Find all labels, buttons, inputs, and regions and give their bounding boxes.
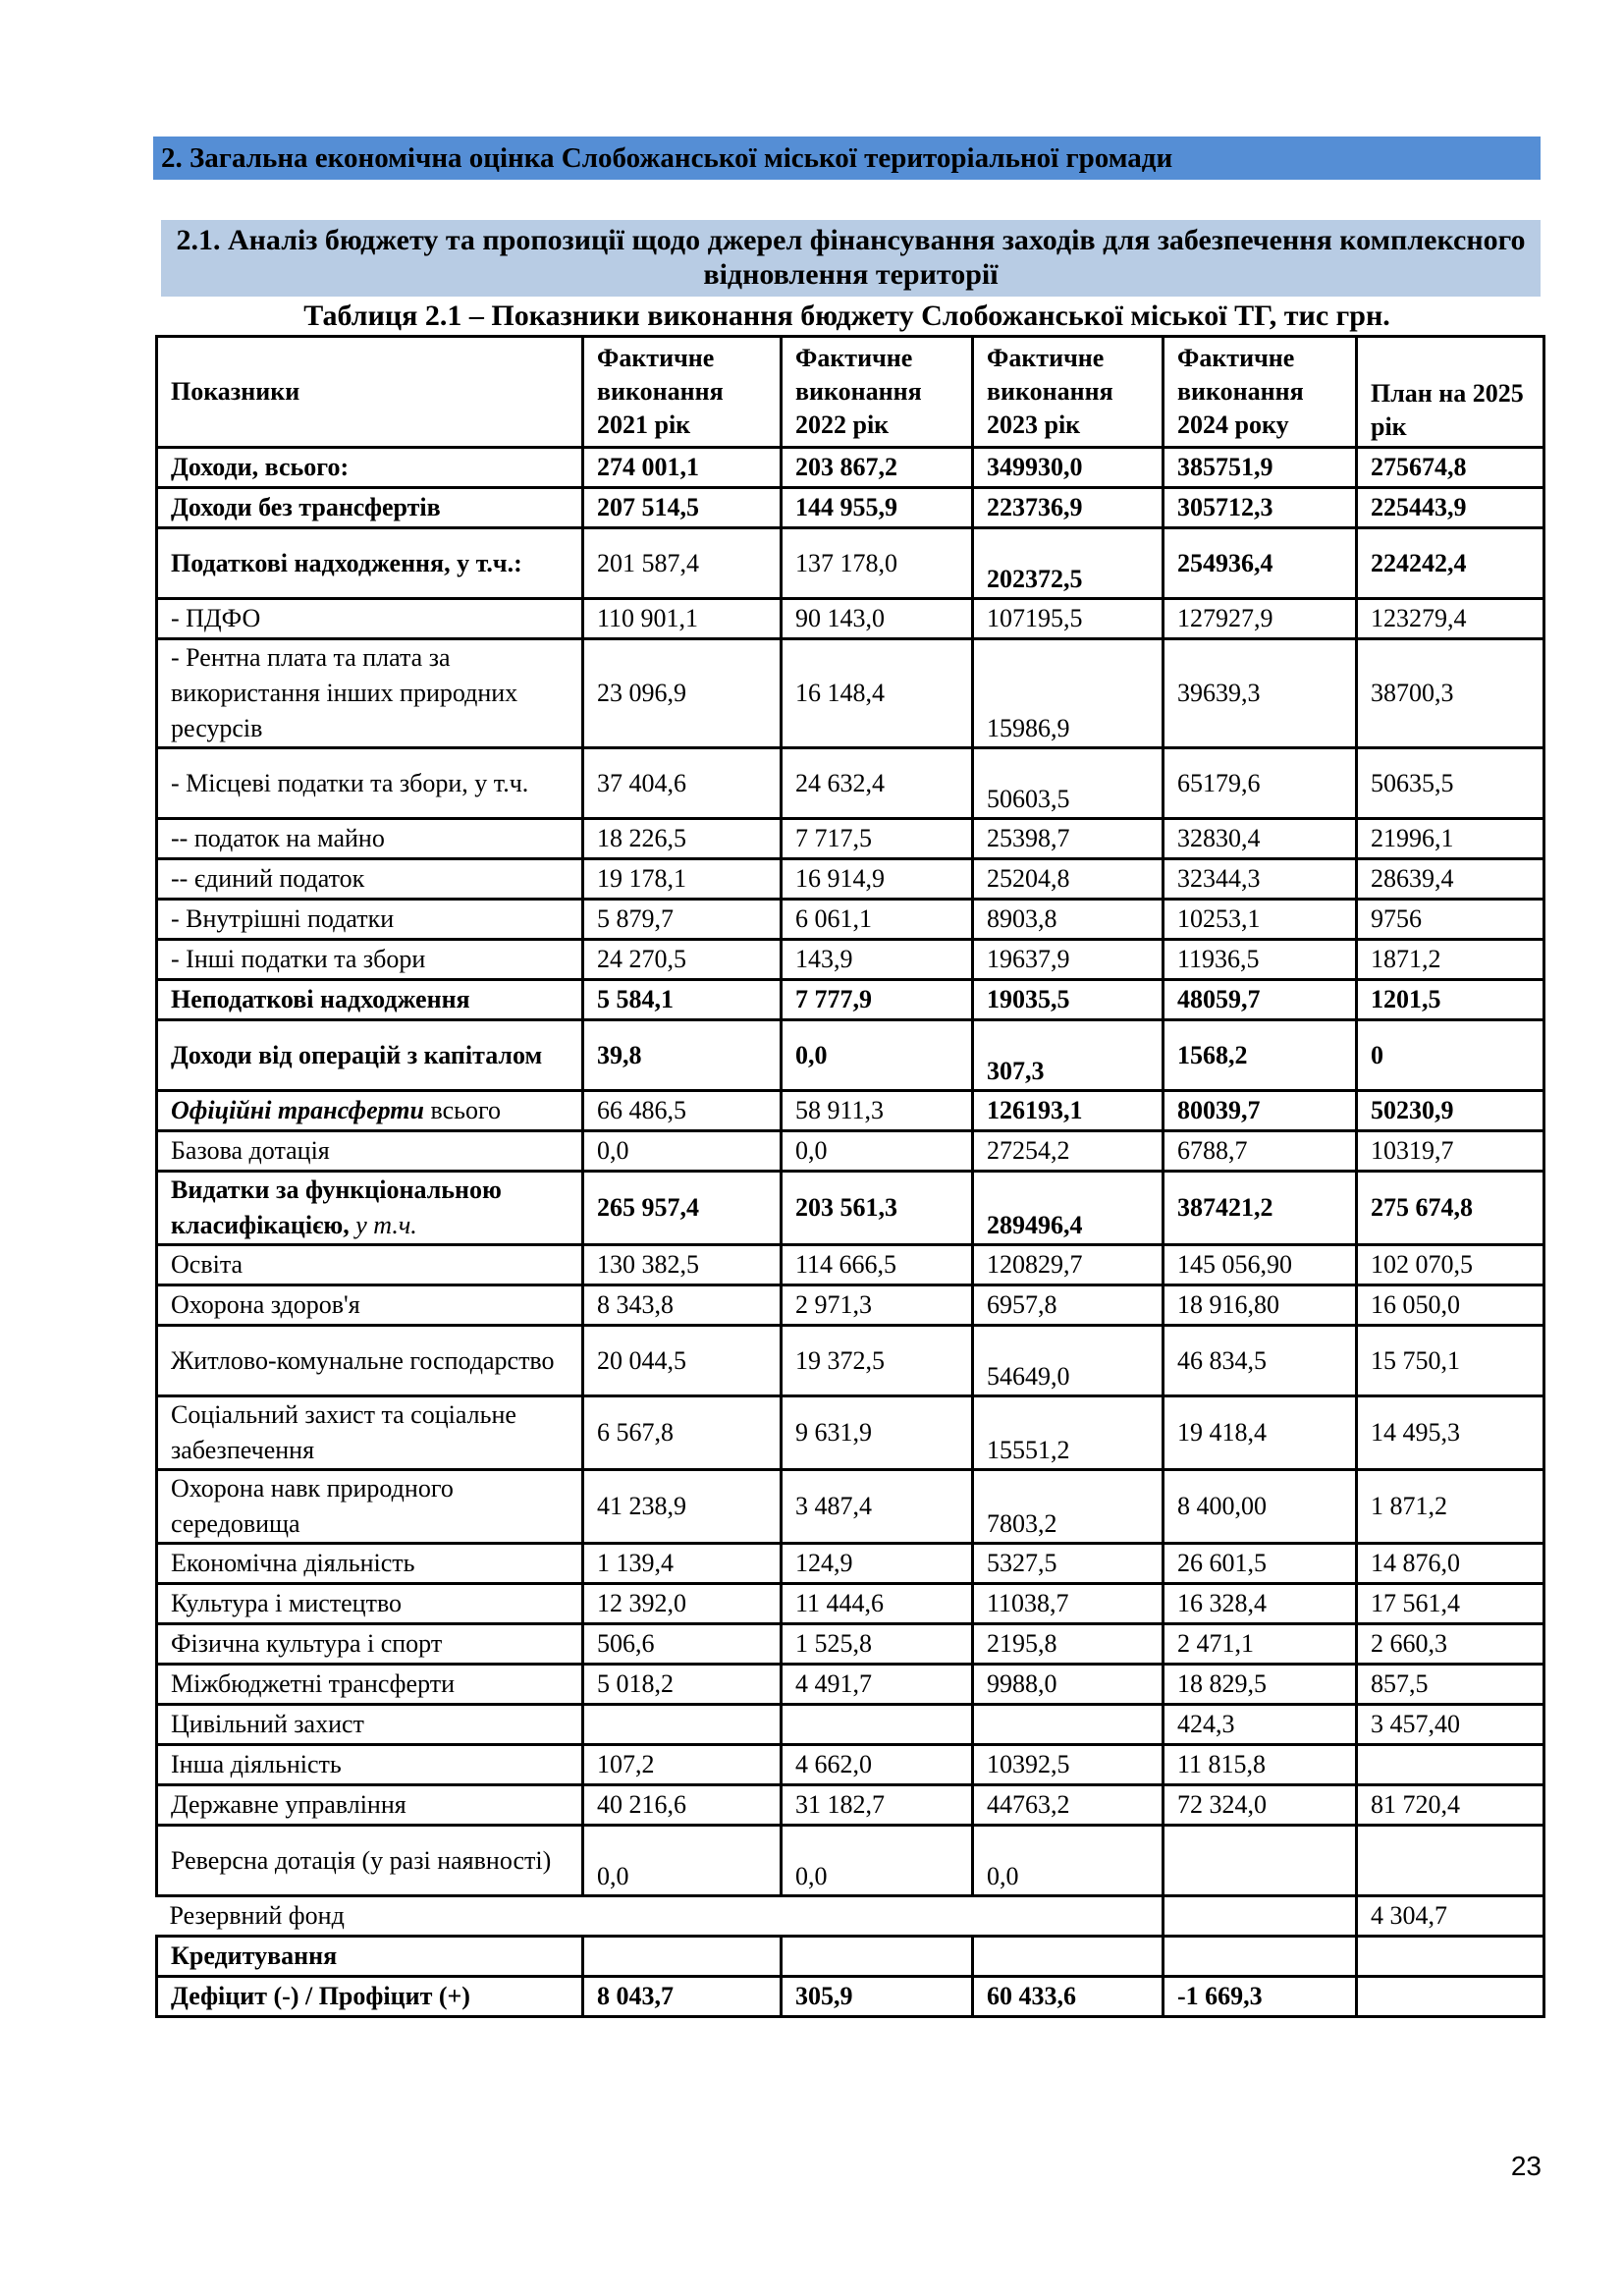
row-value: 18 226,5: [583, 819, 782, 859]
row-value: 16 050,0: [1357, 1285, 1544, 1326]
row-value: 120829,7: [973, 1245, 1164, 1285]
row-value: [1357, 1826, 1544, 1896]
table-row: [157, 1584, 1544, 1624]
row-label: Інша діяльність: [157, 1745, 583, 1785]
row-value: 305,9: [782, 1977, 973, 2017]
row-value: 145 056,90: [1164, 1245, 1357, 1285]
row-label-emphasis: Офіційні трансферти: [171, 1096, 424, 1124]
row-value: [973, 1937, 1164, 1977]
row-value: 2 471,1: [1164, 1624, 1357, 1665]
table-row: [157, 639, 1544, 748]
row-value: 110 901,1: [583, 599, 782, 639]
row-value: 275 674,8: [1357, 1172, 1544, 1245]
row-value: [1164, 1826, 1357, 1896]
row-value: 25204,8: [973, 859, 1164, 900]
row-value: 25398,7: [973, 819, 1164, 859]
row-value: 0,0: [583, 1826, 782, 1896]
table-row: [157, 940, 1544, 980]
row-value: [583, 1937, 782, 1977]
row-value: 3 457,40: [1357, 1705, 1544, 1745]
row-value: 14 495,3: [1357, 1396, 1544, 1470]
table-row: [157, 980, 1544, 1020]
row-value: [1357, 1937, 1544, 1977]
row-value: 11 444,6: [782, 1584, 973, 1624]
row-label: Неподаткові надходження: [157, 980, 583, 1020]
row-value: 16 328,4: [1164, 1584, 1357, 1624]
table-row: [157, 448, 1544, 488]
table-row: [157, 1172, 1544, 1245]
row-label: Реверсна дотація (у разі наявності): [157, 1826, 583, 1896]
row-value: 58 911,3: [782, 1091, 973, 1131]
row-label: -- податок на майно: [157, 819, 583, 859]
row-value: 81 720,4: [1357, 1785, 1544, 1826]
row-value: 349930,0: [973, 448, 1164, 488]
row-value: 857,5: [1357, 1665, 1544, 1705]
row-value: 223736,9: [973, 488, 1164, 528]
table-row: [157, 1745, 1544, 1785]
row-value: 6788,7: [1164, 1131, 1357, 1172]
table-row: [157, 488, 1544, 528]
row-label: Кредитування: [157, 1937, 583, 1977]
row-value: 8903,8: [973, 900, 1164, 940]
budget-table: [155, 335, 1545, 2018]
table-row: [157, 1285, 1544, 1326]
row-value: 19 418,4: [1164, 1396, 1357, 1470]
row-value: 265 957,4: [583, 1172, 782, 1245]
row-value: 32830,4: [1164, 819, 1357, 859]
table-row: [157, 1396, 1544, 1470]
row-value: 50603,5: [973, 748, 1164, 819]
row-value: 424,3: [1164, 1705, 1357, 1745]
row-value: 17 561,4: [1357, 1584, 1544, 1624]
table-row: [157, 1131, 1544, 1172]
row-value: 16 914,9: [782, 859, 973, 900]
row-value: 224242,4: [1357, 528, 1544, 599]
row-value: 8 043,7: [583, 1977, 782, 2017]
row-value: 15986,9: [973, 639, 1164, 748]
row-value: 0,0: [782, 1020, 973, 1091]
row-label: Фізична культура і спорт: [157, 1624, 583, 1665]
row-label: Економічна діяльність: [157, 1544, 583, 1584]
row-value: 144 955,9: [782, 488, 973, 528]
table-row: [157, 1896, 1544, 1937]
row-value: 114 666,5: [782, 1245, 973, 1285]
row-value: 5 584,1: [583, 980, 782, 1020]
table-row: [157, 1020, 1544, 1091]
row-value: [1164, 1937, 1357, 1977]
header-cell: Фактичне виконання 2021 рік: [583, 337, 782, 448]
row-label-rest: у т.ч.: [349, 1211, 417, 1239]
table-caption: Таблиця 2.1 – Показники виконання бюджету Слобожанської міської ТГ, тис грн.: [303, 300, 1390, 332]
table-row: [157, 1544, 1544, 1584]
row-label: -- єдиний податок: [157, 859, 583, 900]
row-value: 203 867,2: [782, 448, 973, 488]
table-row: [157, 1470, 1544, 1544]
row-value: 44763,2: [973, 1785, 1164, 1826]
row-label: Культура і мистецтво: [157, 1584, 583, 1624]
row-label: - ПДФО: [157, 599, 583, 639]
row-value: 9 631,9: [782, 1396, 973, 1470]
table-row: [157, 859, 1544, 900]
row-value: 207 514,5: [583, 488, 782, 528]
row-value: 107,2: [583, 1745, 782, 1785]
row-value: 5 018,2: [583, 1665, 782, 1705]
row-label: [157, 1172, 583, 1245]
row-value: 1201,5: [1357, 980, 1544, 1020]
table-row: [157, 1624, 1544, 1665]
row-value: 8 400,00: [1164, 1470, 1357, 1544]
row-value: 11038,7: [973, 1584, 1164, 1624]
row-value: 107195,5: [973, 599, 1164, 639]
row-value: 66 486,5: [583, 1091, 782, 1131]
row-value: 1 139,4: [583, 1544, 782, 1584]
row-value: [583, 1896, 782, 1937]
row-value: [782, 1896, 973, 1937]
table-row: [157, 748, 1544, 819]
row-value: 31 182,7: [782, 1785, 973, 1826]
row-value: 18 916,80: [1164, 1285, 1357, 1326]
row-value: 72 324,0: [1164, 1785, 1357, 1826]
row-value: 40 216,6: [583, 1785, 782, 1826]
header-cell: План на 2025 рік: [1357, 337, 1544, 448]
row-label: Доходи без трансфертів: [157, 488, 583, 528]
row-value: 254936,4: [1164, 528, 1357, 599]
row-value: 126193,1: [973, 1091, 1164, 1131]
row-value: 10253,1: [1164, 900, 1357, 940]
row-value: 387421,2: [1164, 1172, 1357, 1245]
row-value: 4 662,0: [782, 1745, 973, 1785]
row-label: [157, 1091, 583, 1131]
row-value: 19 372,5: [782, 1326, 973, 1396]
row-value: 307,3: [973, 1020, 1164, 1091]
row-value: 19035,5: [973, 980, 1164, 1020]
table-header-row: [157, 337, 1544, 448]
row-value: 26 601,5: [1164, 1544, 1357, 1584]
row-value: -1 669,3: [1164, 1977, 1357, 2017]
row-value: 275674,8: [1357, 448, 1544, 488]
row-value: 4 304,7: [1357, 1896, 1544, 1937]
row-value: 80039,7: [1164, 1091, 1357, 1131]
row-value: 7803,2: [973, 1470, 1164, 1544]
row-value: 201 587,4: [583, 528, 782, 599]
row-value: 0: [1357, 1020, 1544, 1091]
row-value: 10319,7: [1357, 1131, 1544, 1172]
row-value: 123279,4: [1357, 599, 1544, 639]
header-cell: Фактичне виконання 2024 року: [1164, 337, 1357, 448]
row-value: 203 561,3: [782, 1172, 973, 1245]
row-value: [782, 1937, 973, 1977]
row-value: 1568,2: [1164, 1020, 1357, 1091]
row-value: 289496,4: [973, 1172, 1164, 1245]
row-value: 54649,0: [973, 1326, 1164, 1396]
row-label: Соціальний захист та соціальне забезпечення: [157, 1396, 583, 1470]
row-value: 4 491,7: [782, 1665, 973, 1705]
table-row: [157, 528, 1544, 599]
table-row: [157, 1245, 1544, 1285]
row-value: 46 834,5: [1164, 1326, 1357, 1396]
row-value: 0,0: [973, 1826, 1164, 1896]
row-value: 18 829,5: [1164, 1665, 1357, 1705]
row-value: [1357, 1745, 1544, 1785]
row-label: Доходи від операцій з капіталом: [157, 1020, 583, 1091]
row-value: 385751,9: [1164, 448, 1357, 488]
row-value: 10392,5: [973, 1745, 1164, 1785]
row-value: 143,9: [782, 940, 973, 980]
row-value: [1164, 1896, 1357, 1937]
row-value: 15 750,1: [1357, 1326, 1544, 1396]
row-value: 102 070,5: [1357, 1245, 1544, 1285]
row-value: 27254,2: [973, 1131, 1164, 1172]
row-value: 12 392,0: [583, 1584, 782, 1624]
row-value: 11 815,8: [1164, 1745, 1357, 1785]
table-row: [157, 1785, 1544, 1826]
row-value: 1 525,8: [782, 1624, 973, 1665]
row-label: Доходи, всього:: [157, 448, 583, 488]
row-label: Базова дотація: [157, 1131, 583, 1172]
row-label: Освіта: [157, 1245, 583, 1285]
row-label-emphasis: Видатки за функціональною класифікацією,: [171, 1175, 502, 1239]
row-value: 23 096,9: [583, 639, 782, 748]
table-row: [157, 1705, 1544, 1745]
row-value: 65179,6: [1164, 748, 1357, 819]
row-label: - Внутрішні податки: [157, 900, 583, 940]
table-row: [157, 1326, 1544, 1396]
row-value: 60 433,6: [973, 1977, 1164, 2017]
table-row: [157, 1826, 1544, 1896]
table-row: [157, 900, 1544, 940]
row-value: 9756: [1357, 900, 1544, 940]
subsection-title: 2.1. Аналіз бюджету та пропозиції щодо джерел фінансування заходів для забезпечення комплексного відновлення території: [161, 220, 1541, 297]
row-value: 6957,8: [973, 1285, 1164, 1326]
row-value: 202372,5: [973, 528, 1164, 599]
row-value: 5 879,7: [583, 900, 782, 940]
row-value: 137 178,0: [782, 528, 973, 599]
row-value: [583, 1705, 782, 1745]
table-row: [157, 1977, 1544, 2017]
row-value: 11936,5: [1164, 940, 1357, 980]
row-value: 28639,4: [1357, 859, 1544, 900]
row-value: 305712,3: [1164, 488, 1357, 528]
row-value: 6 567,8: [583, 1396, 782, 1470]
row-value: 48059,7: [1164, 980, 1357, 1020]
row-value: 2 660,3: [1357, 1624, 1544, 1665]
table-row: [157, 1665, 1544, 1705]
row-value: [1357, 1977, 1544, 2017]
row-value: 5327,5: [973, 1544, 1164, 1584]
row-value: 6 061,1: [782, 900, 973, 940]
page-number: 23: [1510, 2151, 1542, 2181]
row-value: 16 148,4: [782, 639, 973, 748]
row-value: 0,0: [782, 1826, 973, 1896]
row-value: 24 270,5: [583, 940, 782, 980]
row-label: Податкові надходження, у т.ч.:: [157, 528, 583, 599]
row-value: 0,0: [583, 1131, 782, 1172]
row-value: [782, 1705, 973, 1745]
header-cell: Фактичне виконання 2022 рік: [782, 337, 973, 448]
row-label: Житлово-комунальне господарство: [157, 1326, 583, 1396]
row-value: 2 971,3: [782, 1285, 973, 1326]
row-value: 8 343,8: [583, 1285, 782, 1326]
table-row: [157, 819, 1544, 859]
header-cell: Фактичне виконання 2023 рік: [973, 337, 1164, 448]
row-value: 7 717,5: [782, 819, 973, 859]
row-value: 7 777,9: [782, 980, 973, 1020]
row-label: Дефіцит (-) / Профіцит (+): [157, 1977, 583, 2017]
row-value: 127927,9: [1164, 599, 1357, 639]
table-row: [157, 1091, 1544, 1131]
row-value: 32344,3: [1164, 859, 1357, 900]
row-value: [973, 1896, 1164, 1937]
row-label: Державне управління: [157, 1785, 583, 1826]
row-value: 19 178,1: [583, 859, 782, 900]
row-value: 50230,9: [1357, 1091, 1544, 1131]
row-label: Охорона здоров'я: [157, 1285, 583, 1326]
row-label: Резервний фонд: [157, 1896, 583, 1937]
row-value: 14 876,0: [1357, 1544, 1544, 1584]
row-value: 39,8: [583, 1020, 782, 1091]
row-value: 21996,1: [1357, 819, 1544, 859]
row-value: 274 001,1: [583, 448, 782, 488]
row-label: Охорона навк природного середовища: [157, 1470, 583, 1544]
header-cell: Показники: [157, 337, 583, 448]
row-value: 124,9: [782, 1544, 973, 1584]
row-value: 1871,2: [1357, 940, 1544, 980]
row-value: 9988,0: [973, 1665, 1164, 1705]
row-value: 1 871,2: [1357, 1470, 1544, 1544]
row-value: 130 382,5: [583, 1245, 782, 1285]
row-label: Міжбюджетні трансферти: [157, 1665, 583, 1705]
row-value: 225443,9: [1357, 488, 1544, 528]
table-row: [157, 599, 1544, 639]
row-label: - Місцеві податки та збори, у т.ч.: [157, 748, 583, 819]
row-label-rest: всього: [423, 1096, 502, 1124]
section-title: 2. Загальна економічна оцінка Слобожанської міської територіальної громади: [153, 137, 1541, 180]
row-label: - Рентна плата та плата за використання інших природних ресурсів: [157, 639, 583, 748]
row-value: 0,0: [782, 1131, 973, 1172]
row-label: Цивільний захист: [157, 1705, 583, 1745]
row-value: 90 143,0: [782, 599, 973, 639]
row-label: - Інші податки та збори: [157, 940, 583, 980]
row-value: 19637,9: [973, 940, 1164, 980]
row-value: 3 487,4: [782, 1470, 973, 1544]
row-value: 20 044,5: [583, 1326, 782, 1396]
row-value: 50635,5: [1357, 748, 1544, 819]
row-value: 2195,8: [973, 1624, 1164, 1665]
row-value: 506,6: [583, 1624, 782, 1665]
row-value: 24 632,4: [782, 748, 973, 819]
row-value: [973, 1705, 1164, 1745]
row-value: 15551,2: [973, 1396, 1164, 1470]
table-row: [157, 1937, 1544, 1977]
row-value: 38700,3: [1357, 639, 1544, 748]
row-value: 39639,3: [1164, 639, 1357, 748]
row-value: 37 404,6: [583, 748, 782, 819]
row-value: 41 238,9: [583, 1470, 782, 1544]
